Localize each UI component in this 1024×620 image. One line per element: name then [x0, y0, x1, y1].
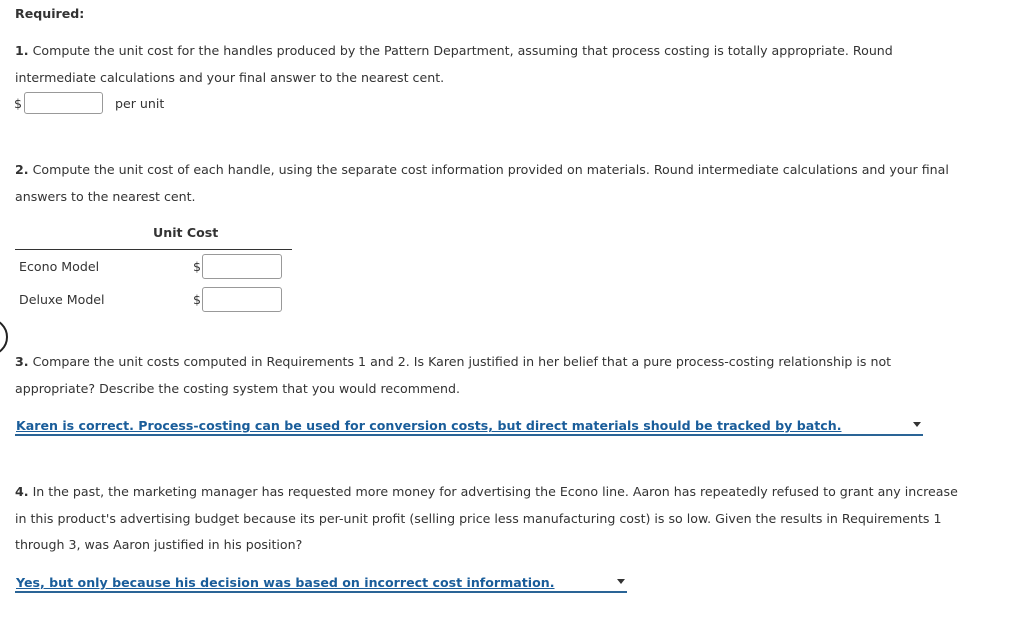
q3-selected-value: Karen is correct. Process-costing can be used for conversion costs, but direct materials should be tracked by batch. — [16, 418, 842, 433]
q1-number: 1. — [15, 43, 29, 58]
q1-currency: $ — [14, 96, 23, 111]
q1-per-unit-label: per unit — [115, 96, 165, 111]
econo-unit-cost-input[interactable] — [202, 254, 282, 279]
unit-cost-header: Unit Cost — [153, 225, 219, 240]
deluxe-unit-cost-input[interactable] — [202, 287, 282, 312]
required-heading: Required: — [15, 6, 85, 21]
table-header-rule — [15, 249, 292, 250]
q3-answer-dropdown[interactable] — [15, 418, 923, 436]
econo-currency: $ — [193, 259, 202, 274]
econo-label: Econo Model — [19, 259, 100, 274]
scroll-edge-circle — [0, 318, 8, 356]
q4-number: 4. — [15, 484, 29, 499]
q3-text — [15, 349, 891, 402]
deluxe-currency: $ — [193, 292, 202, 307]
q1-text — [15, 38, 893, 91]
q3-line1: Compare the unit costs computed in Requirements 1 and 2. Is Karen justified in her belief that a pure process-costing relationship is not — [28, 354, 892, 369]
q2-text — [15, 157, 949, 210]
q3-number: 3. — [15, 354, 29, 369]
q4-line1: In the past, the marketing manager has requested more money for advertising the Econo line. Aaron has repeatedly refused to grant any increase — [28, 484, 958, 499]
q4-answer-dropdown[interactable] — [15, 575, 627, 593]
chevron-down-icon — [617, 579, 625, 584]
q2-line1: Compute the unit cost of each handle, using the separate cost information provided on materials. Round intermediate calculations and your final — [28, 162, 949, 177]
q3-line2: appropriate? Describe the costing system that you would recommend. — [15, 380, 460, 396]
q1-unit-cost-input[interactable] — [24, 92, 103, 114]
q2-number: 2. — [15, 162, 29, 177]
q4-selected-value: Yes, but only because his decision was based on incorrect cost information. — [16, 575, 555, 590]
q4-line3: through 3, was Aaron justified in his position? — [15, 537, 303, 552]
chevron-down-icon — [913, 422, 921, 427]
q4-text — [15, 479, 958, 559]
q2-line2: answers to the nearest cent. — [15, 188, 196, 204]
q4-line2: in this product's advertising budget because its per-unit profit (selling price less manufacturing cost) is so low. Given the results in Requirements 1 — [15, 510, 942, 526]
q1-line2: intermediate calculations and your final answer to the nearest cent. — [15, 69, 445, 85]
q1-line1: Compute the unit cost for the handles produced by the Pattern Department, assuming that process costing is totally appropriate. Round — [28, 43, 893, 58]
deluxe-label: Deluxe Model — [19, 292, 105, 307]
